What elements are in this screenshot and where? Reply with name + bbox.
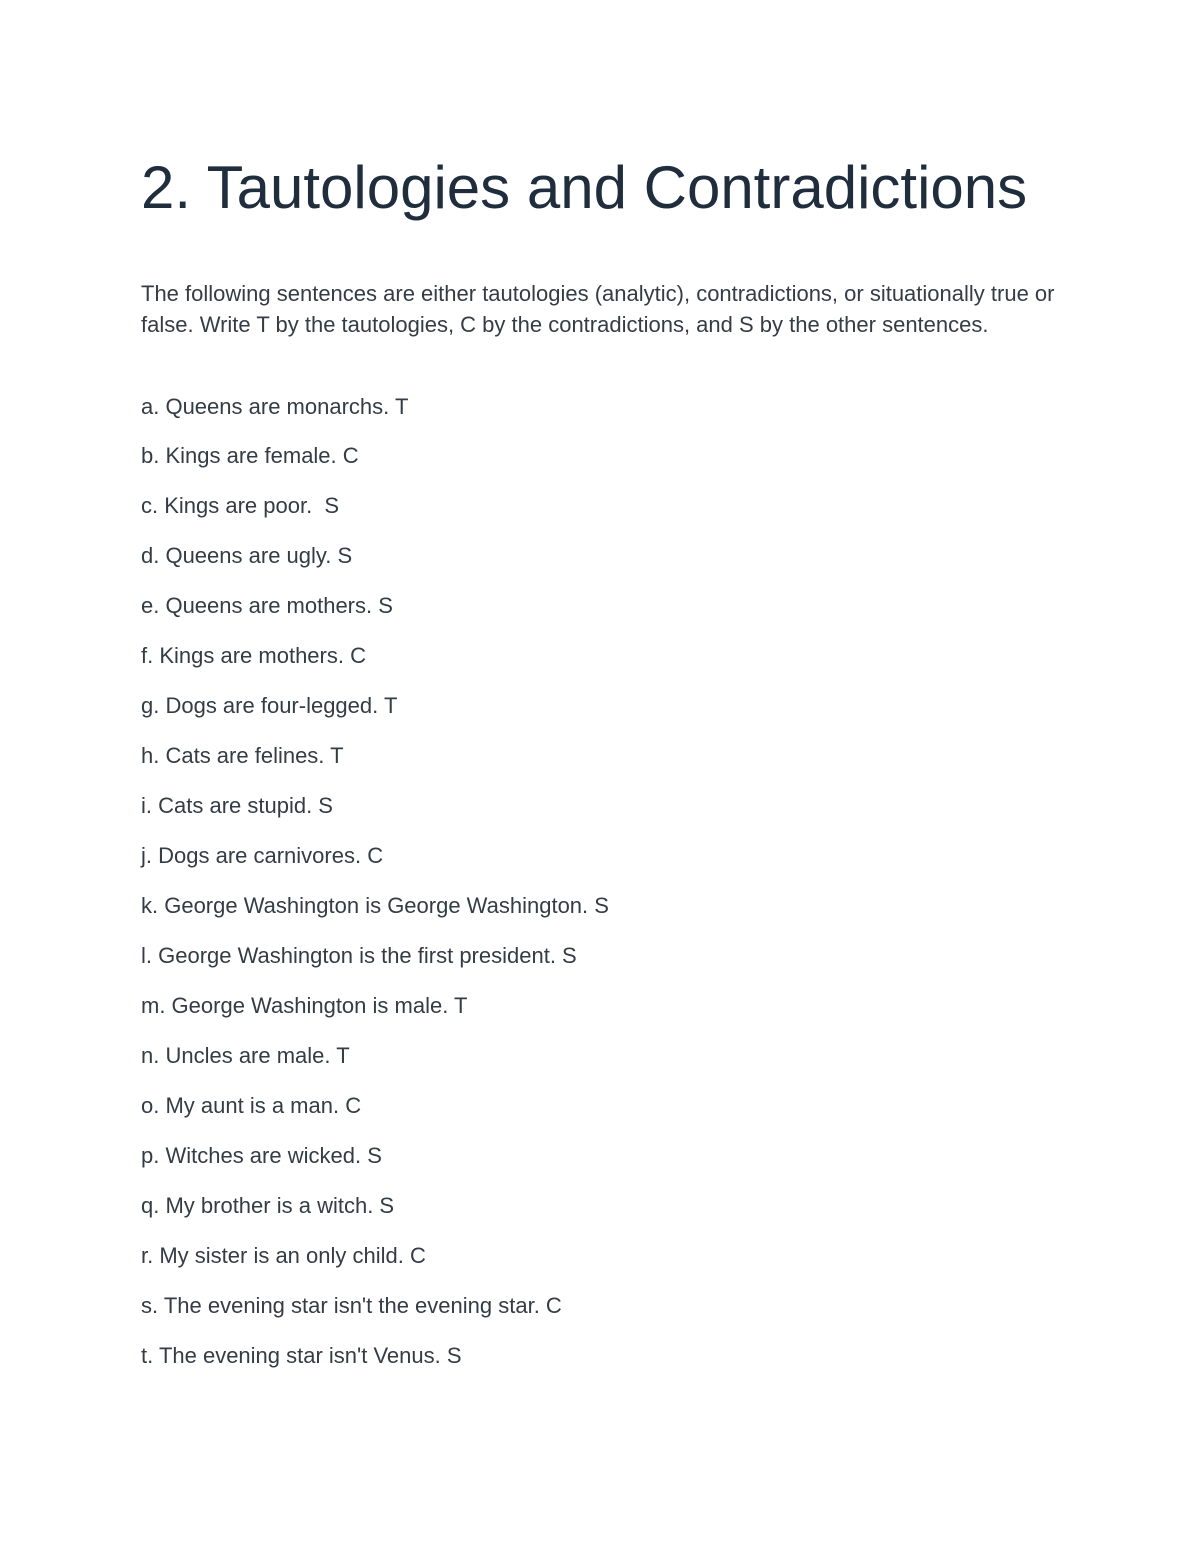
list-item-l: l. George Washington is the first president. S [141, 943, 577, 968]
list-item-p: p. Witches are wicked. S [141, 1143, 382, 1168]
list-item-r: r. My sister is an only child. C [141, 1243, 426, 1268]
list-item-i: i. Cats are stupid. S [141, 793, 333, 818]
list-item-k: k. George Washington is George Washington. S [141, 893, 609, 918]
instructions-paragraph: The following sentences are either tautologies (analytic), contradictions, or situationally true or false. Write T by the tautologies, C by the contradictions, and S by the other sentences. [141, 281, 1055, 337]
list-item-o: o. My aunt is a man. C [141, 1093, 362, 1118]
list-item-b: b. Kings are female. C [141, 443, 359, 468]
list-item-c: c. Kings are poor. S [141, 493, 340, 518]
list-item-f: f. Kings are mothers. C [141, 643, 366, 668]
list-item-m: m. George Washington is male. T [141, 993, 468, 1018]
page-title: 2. Tautologies and Contradictions [141, 154, 1028, 221]
list-item-h: h. Cats are felines. T [141, 743, 344, 768]
list-item-q: q. My brother is a witch. S [141, 1193, 395, 1218]
list-item-n: n. Uncles are male. T [141, 1043, 350, 1068]
list-item-a: a. Queens are monarchs. T [141, 394, 409, 419]
list-item-e: e. Queens are mothers. S [141, 593, 393, 618]
list-item-j: j. Dogs are carnivores. C [141, 843, 384, 868]
list-item-s: s. The evening star isn't the evening star. C [141, 1293, 562, 1318]
list-item-t: t. The evening star isn't Venus. S [141, 1343, 462, 1368]
list-item-d: d. Queens are ugly. S [141, 543, 353, 568]
list-item-g: g. Dogs are four-legged. T [141, 693, 398, 718]
